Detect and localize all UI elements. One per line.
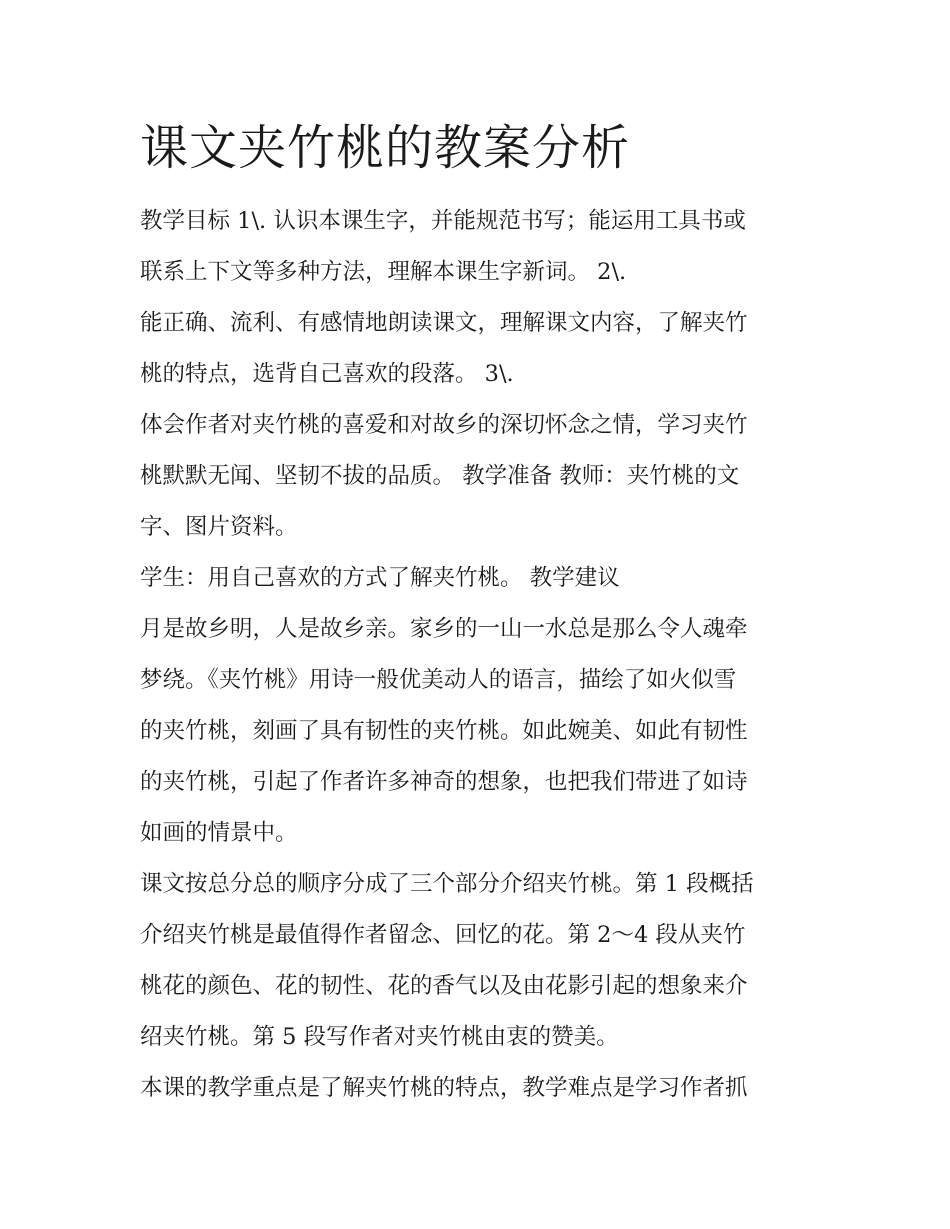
body-line: 体会作者对夹竹桃的喜爱和对故乡的深切怀念之情，学习夹竹 <box>140 412 748 438</box>
body-line: 联系上下文等多种方法，理解本课生字新词。 2\. <box>140 259 627 285</box>
body-line: 桃的特点，选背自己喜欢的段落。 3\. <box>140 361 514 387</box>
body-line: 字、图片资料。 <box>140 514 298 540</box>
body-line: 绍夹竹桃。第 5 段写作者对夹竹桃由衷的赞美。 <box>140 1024 619 1050</box>
document-title: 课文夹竹桃的教案分析 <box>140 120 631 176</box>
body-line: 学生：用自己喜欢的方式了解夹竹桃。 教学建议 <box>140 565 620 591</box>
body-line: 桃默默无闻、坚韧不拔的品质。 教学准备 教师：夹竹桃的文 <box>140 463 740 489</box>
body-line: 本课的教学重点是了解夹竹桃的特点，教学难点是学习作者抓 <box>140 1075 748 1101</box>
body-line: 的夹竹桃，引起了作者许多神奇的想象，也把我们带进了如诗 <box>140 769 748 795</box>
body-line: 介绍夹竹桃是最值得作者留念、回忆的花。第 2～4 段从夹竹 <box>140 922 746 948</box>
body-line: 能正确、流利、有感情地朗读课文，理解课文内容，了解夹竹 <box>140 310 748 336</box>
body-line: 如画的情景中。 <box>140 820 298 846</box>
body-line: 月是故乡明，人是故乡亲。家乡的一山一水总是那么令人魂牵 <box>140 616 748 642</box>
body-line: 教学目标 1\. 认识本课生字，并能规范书写；能运用工具书或 <box>140 208 746 234</box>
body-line: 的夹竹桃，刻画了具有韧性的夹竹桃。如此婉美、如此有韧性 <box>140 718 748 744</box>
body-line: 桃花的颜色、花的韧性、花的香气以及由花影引起的想象来介 <box>140 973 748 999</box>
body-line: 梦绕。《夹竹桃》用诗一般优美动人的语言，描绘了如火似雪 <box>140 667 737 693</box>
body-line: 课文按总分总的顺序分成了三个部分介绍夹竹桃。第 1 段概括 <box>140 871 754 897</box>
